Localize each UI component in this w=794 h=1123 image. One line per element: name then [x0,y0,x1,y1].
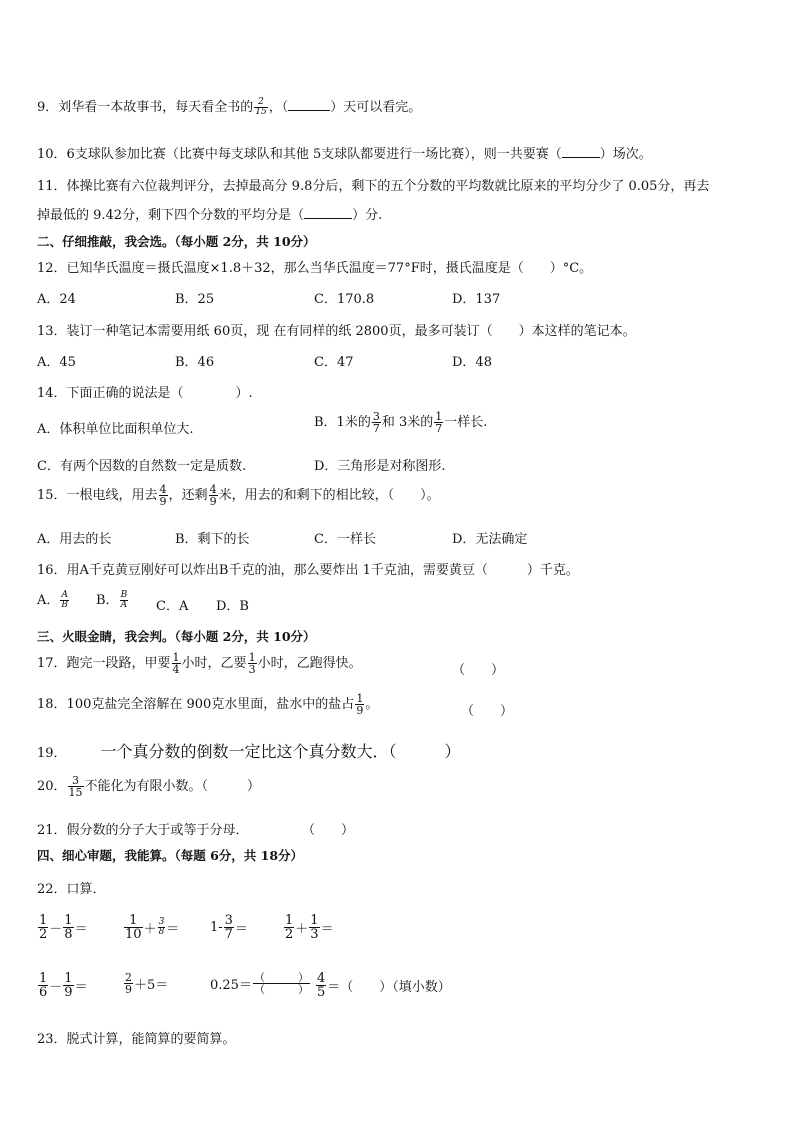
option-b[interactable]: B．1米的 $\frac{3}{7}$ 和 3米的 $\frac{1}{7}$ 一样长. [314,410,488,435]
option-a[interactable]: A．体积单位比面积单位大. [37,422,194,437]
mental-calc-7: 0.25＝ $\frac{( )}{( )}$ [210,971,309,996]
fraction: $\frac{1}{9}$ [356,692,364,717]
question-13: 13．装订一种笔记本需要用纸 60页，现 在有同样的纸 2800页，最多可装订（ ）本这样的笔记本。 [37,324,636,339]
question-22-title: 22．口算． [37,882,106,897]
mental-calc-1: $\frac{1}{2}$ － $\frac{1}{8}$ ＝ [39,913,88,942]
judge-blank[interactable]: （ ） [461,704,514,719]
option-d[interactable]: D．137 [452,292,501,307]
question-15: 15．一根电线，用去 $\frac{4}{9}$ ，还剩 $\frac{4}{9}$ 米，用去的和剩下的相比较，（ ）。 [37,483,440,508]
question-17: 17．跑完一段路，甲要 $\frac{1}{4}$ 小时，乙要 $\frac{1}{3}$ 小时，乙跑得快。 [37,651,362,676]
section-3-heading: 三、火眼金睛，我会判。（每小题 2分，共 10分） [37,629,316,644]
fraction: $\frac{3}{15}$ [68,774,83,799]
mental-calc-8: $\frac{4}{5}$ ＝（ ）（填小数） [317,971,451,1000]
question-9: 9．刘华看一本故事书，每天看全书的 $\frac{2}{15}$ ，（ ）天可以看完。 [37,97,422,117]
option-d[interactable]: D．三角形是对称图形. [314,459,446,474]
fraction: $\frac{1}{4}$ [172,651,180,676]
section-2-heading: 二、仔细推敲，我会选。（每小题 2分，共 10分） [37,234,316,249]
question-19: 19． 一个真分数的倒数一定比这个真分数大．（ ） [37,742,461,761]
mental-calc-6: $\frac{2}{9}$ ＋5＝ [125,971,169,996]
option-c[interactable]: C．一样长 [314,532,376,547]
fraction: $\frac{1}{7}$ [435,410,443,435]
fraction: $\frac{2}{15}$ [255,97,267,117]
fraction: $\frac{3}{7}$ [372,410,380,435]
mental-calc-2: $\frac{1}{10}$ ＋ $\frac{3}{8}$ ＝ [125,913,180,942]
mental-calc-5: $\frac{1}{6}$ － $\frac{1}{9}$ ＝ [39,971,88,1000]
fraction: $\frac{B}{A}$ [120,590,128,610]
option-a[interactable]: A．24 [37,292,76,307]
question-16: 16．用A千克黄豆刚好可以炸出B千克的油，那么要炸出 1千克油，需要黄豆（ ）千克。 [37,563,579,578]
option-b[interactable]: B．46 [175,355,215,370]
answer-blank[interactable] [288,99,330,111]
option-c[interactable]: C．有两个因数的自然数一定是质数. [37,459,247,474]
question-12: 12．已知华氏温度＝摄氏温度×1.8＋32，那么当华氏温度＝77°F时，摄氏温度是（ ）°C。 [37,261,593,276]
option-c[interactable]: C．170.8 [314,292,375,307]
option-a[interactable]: A． $\frac{A}{B}$ [37,590,69,610]
fraction: $\frac{4}{9}$ [209,483,217,508]
question-21: 21．假分数的分子大于或等于分母． [37,823,249,838]
option-c[interactable]: C．47 [314,355,354,370]
question-18: 18．100克盐完全溶解在 900克水里面，盐水中的盐占 $\frac{1}{9}$ 。 [37,692,379,717]
section-4-heading: 四、细心审题，我能算。（每题 6分，共 18分） [37,848,304,863]
option-d[interactable]: D．48 [452,355,492,370]
option-b[interactable]: B． $\frac{B}{A}$ [96,590,128,610]
option-a[interactable]: A．45 [37,355,76,370]
question-10: 10．6支球队参加比赛（比赛中每支球队和其他 5支球队都要进行一场比赛），则一共要赛（ ）场次。 [37,147,652,162]
judge-blank[interactable]: （ ） [302,823,355,838]
mental-calc-4: $\frac{1}{2}$ ＋ $\frac{1}{3}$ ＝ [285,913,334,942]
option-b[interactable]: B．剩下的长 [175,532,250,547]
fraction: $\frac{4}{9}$ [159,483,167,508]
question-14: 14．下面正确的说法是（ ）. [37,386,253,401]
question-23: 23．脱式计算，能简算的要简算。 [37,1032,236,1047]
answer-blank[interactable] [562,146,600,158]
mental-calc-3: 1- $\frac{3}{7}$ ＝ [210,913,248,942]
option-d[interactable]: D．B [216,599,249,614]
judge-blank[interactable]: （ ） [452,663,505,678]
fraction: $\frac{A}{B}$ [61,590,69,610]
option-b[interactable]: B．25 [175,292,215,307]
fraction: $\frac{1}{3}$ [248,651,256,676]
question-11-line1: 11．体操比赛有六位裁判评分，去掉最高分 9.8分后，剩下的五个分数的平均数就比原来的平均分少了 0.05分，再去 [37,179,710,194]
question-11-line2: 掉最低的 9.42分，剩下四个分数的平均分是（ ）分. [37,208,383,223]
answer-blank[interactable] [304,207,352,219]
option-a[interactable]: A．用去的长 [37,532,112,547]
option-c[interactable]: C．A [156,599,189,614]
option-d[interactable]: D．无法确定 [452,532,528,547]
question-20: 20． $\frac{3}{15}$ 不能化为有限小数。（ ） [37,774,261,799]
